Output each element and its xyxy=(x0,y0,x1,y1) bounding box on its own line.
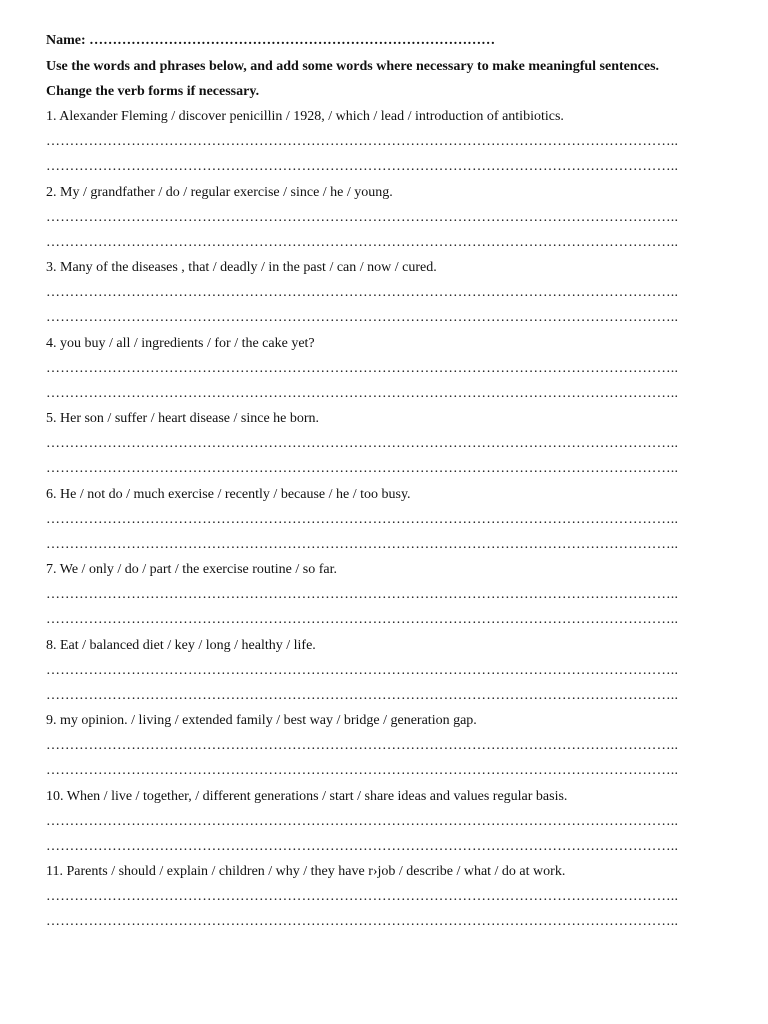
exercise-item xyxy=(46,788,726,864)
answer-line: …………………………………………………………………………………………………………………….. xyxy=(46,813,679,829)
answer-line: …………………………………………………………………………………………………………………….. xyxy=(46,889,679,904)
exercise-item xyxy=(46,108,726,184)
name-dots: …………………………………………………………………………… xyxy=(89,33,496,48)
answer-line: …………………………………………………………………………………………………………………….. xyxy=(46,763,679,778)
answer-line: …………………………………………………………………………………………………………………….. xyxy=(46,511,679,527)
exercise-item xyxy=(46,712,726,788)
exercise-item xyxy=(46,184,726,260)
answer-line: …………………………………………………………………………………………………………………….. xyxy=(46,536,679,552)
exercise-prompt: 9. my opinion. / living / extended family / best way / bridge / generation gap. xyxy=(46,713,477,728)
exercise-prompt: 11. Parents / should / explain / children / why / they have r›job / describe / what / do at work. xyxy=(46,864,566,879)
exercise-item xyxy=(46,410,726,486)
answer-line: …………………………………………………………………………………………………………………….. xyxy=(46,385,679,401)
exercise-prompt: 7. We / only / do / part / the exercise routine / so far. xyxy=(46,562,337,577)
answer-line: …………………………………………………………………………………………………………………….. xyxy=(46,662,679,678)
answer-line: …………………………………………………………………………………………………………………….. xyxy=(46,310,679,325)
answer-line: …………………………………………………………………………………………………………………….. xyxy=(46,461,679,476)
answer-line: …………………………………………………………………………………………………………………….. xyxy=(46,360,679,376)
worksheet xyxy=(46,32,726,939)
exercise-prompt: 1. Alexander Fleming / discover penicillin / 1928, / which / lead / introduction of antibiotics. xyxy=(46,109,564,124)
answer-line: …………………………………………………………………………………………………………………….. xyxy=(46,285,679,300)
answer-line: …………………………………………………………………………………………………………………….. xyxy=(46,587,679,602)
exercise-prompt: 6. He / not do / much exercise / recently / because / he / too busy. xyxy=(46,486,411,502)
exercise-item xyxy=(46,259,726,335)
exercise-item xyxy=(46,863,726,939)
answer-line: …………………………………………………………………………………………………………………….. xyxy=(46,914,679,929)
answer-line: …………………………………………………………………………………………………………………….. xyxy=(46,612,679,627)
answer-line: …………………………………………………………………………………………………………………….. xyxy=(46,209,679,225)
instruction-line-1: Use the words and phrases below, and add some words where necessary to make meaningful sentences. xyxy=(46,59,660,74)
answer-line: …………………………………………………………………………………………………………………….. xyxy=(46,436,679,451)
exercise-prompt: 3. Many of the diseases , that / deadly / in the past / can / now / cured. xyxy=(46,260,437,275)
exercise-prompt: 2. My / grandfather / do / regular exercise / since / he / young. xyxy=(46,184,393,200)
exercise-item xyxy=(46,637,726,713)
exercise-item xyxy=(46,486,726,562)
exercise-prompt: 10. When / live / together, / different generations / start / share ideas and values regular basis. xyxy=(46,788,568,804)
name-label: Name: xyxy=(46,33,86,48)
instruction-line-2: Change the verb forms if necessary. xyxy=(46,84,260,99)
exercise-item xyxy=(46,561,726,637)
exercise-list xyxy=(46,108,726,939)
answer-line: …………………………………………………………………………………………………………………….. xyxy=(46,134,679,149)
exercise-prompt: 4. you buy / all / ingredients / for / the cake yet? xyxy=(46,335,315,351)
answer-line: …………………………………………………………………………………………………………………….. xyxy=(46,159,679,174)
answer-line: …………………………………………………………………………………………………………………….. xyxy=(46,234,679,250)
answer-line: …………………………………………………………………………………………………………………….. xyxy=(46,687,679,703)
exercise-prompt: 8. Eat / balanced diet / key / long / healthy / life. xyxy=(46,637,316,653)
name-field xyxy=(46,32,726,52)
exercise-item xyxy=(46,335,726,411)
exercise-prompt: 5. Her son / suffer / heart disease / since he born. xyxy=(46,411,320,426)
answer-line: …………………………………………………………………………………………………………………….. xyxy=(46,738,679,753)
answer-line: …………………………………………………………………………………………………………………….. xyxy=(46,838,679,854)
